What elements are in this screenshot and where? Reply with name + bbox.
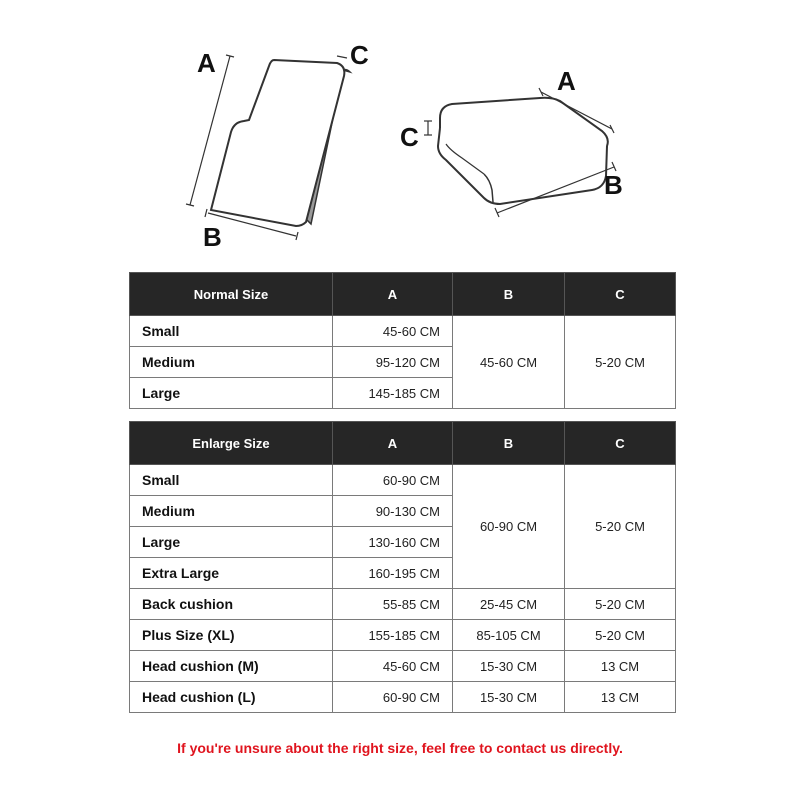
- size-a: 90-130 CM: [333, 496, 453, 527]
- size-b: 25-45 CM: [453, 589, 565, 620]
- table-row: [130, 682, 676, 713]
- shared-b: 45-60 CM: [453, 316, 565, 409]
- size-name: Large: [130, 527, 333, 558]
- table-row: [130, 651, 676, 682]
- header-b: B: [453, 273, 565, 316]
- size-c: 5-20 CM: [565, 620, 676, 651]
- size-a: 130-160 CM: [333, 527, 453, 558]
- size-name: Extra Large: [130, 558, 333, 589]
- size-name: Medium: [130, 347, 333, 378]
- back-cushion-illustration: [186, 40, 369, 252]
- contact-note: If you're unsure about the right size, feel free to contact us directly.: [177, 740, 623, 756]
- header-a: A: [333, 422, 453, 465]
- size-b: 85-105 CM: [453, 620, 565, 651]
- table-header-row: [130, 422, 676, 465]
- header-c: C: [565, 273, 676, 316]
- seat-label-b: B: [604, 170, 623, 200]
- size-a: 60-90 CM: [333, 682, 453, 713]
- size-a: 145-185 CM: [333, 378, 453, 409]
- seat-label-c: C: [400, 122, 419, 152]
- size-a: 160-195 CM: [333, 558, 453, 589]
- size-name: Head cushion (L): [130, 682, 333, 713]
- table-row: [130, 620, 676, 651]
- back-label-b: B: [203, 222, 222, 252]
- seat-cushion-illustration: [400, 66, 623, 217]
- size-a: 60-90 CM: [333, 465, 453, 496]
- table-header-row: [130, 273, 676, 316]
- enlarge-size-table: [129, 421, 676, 713]
- size-a: 45-60 CM: [333, 316, 453, 347]
- size-a: 55-85 CM: [333, 589, 453, 620]
- size-a: 45-60 CM: [333, 651, 453, 682]
- table-row: [130, 589, 676, 620]
- shared-c: 5-20 CM: [565, 465, 676, 589]
- size-a: 95-120 CM: [333, 347, 453, 378]
- back-label-a: A: [197, 48, 216, 78]
- size-name: Small: [130, 316, 333, 347]
- size-a: 155-185 CM: [333, 620, 453, 651]
- size-name: Large: [130, 378, 333, 409]
- header-size: Normal Size: [130, 273, 333, 316]
- size-name: Medium: [130, 496, 333, 527]
- size-c: 5-20 CM: [565, 589, 676, 620]
- size-name: Back cushion: [130, 589, 333, 620]
- size-name: Plus Size (XL): [130, 620, 333, 651]
- shared-c: 5-20 CM: [565, 316, 676, 409]
- header-a: A: [333, 273, 453, 316]
- size-c: 13 CM: [565, 682, 676, 713]
- table-row: [130, 316, 676, 347]
- cushion-diagrams: [0, 0, 800, 260]
- header-c: C: [565, 422, 676, 465]
- size-c: 13 CM: [565, 651, 676, 682]
- header-size: Enlarge Size: [130, 422, 333, 465]
- size-name: Small: [130, 465, 333, 496]
- table-row: [130, 465, 676, 496]
- header-b: B: [453, 422, 565, 465]
- normal-size-table: [129, 272, 676, 409]
- back-label-c: C: [350, 40, 369, 70]
- size-b: 15-30 CM: [453, 682, 565, 713]
- size-name: Head cushion (M): [130, 651, 333, 682]
- size-b: 15-30 CM: [453, 651, 565, 682]
- shared-b: 60-90 CM: [453, 465, 565, 589]
- seat-label-a: A: [557, 66, 576, 96]
